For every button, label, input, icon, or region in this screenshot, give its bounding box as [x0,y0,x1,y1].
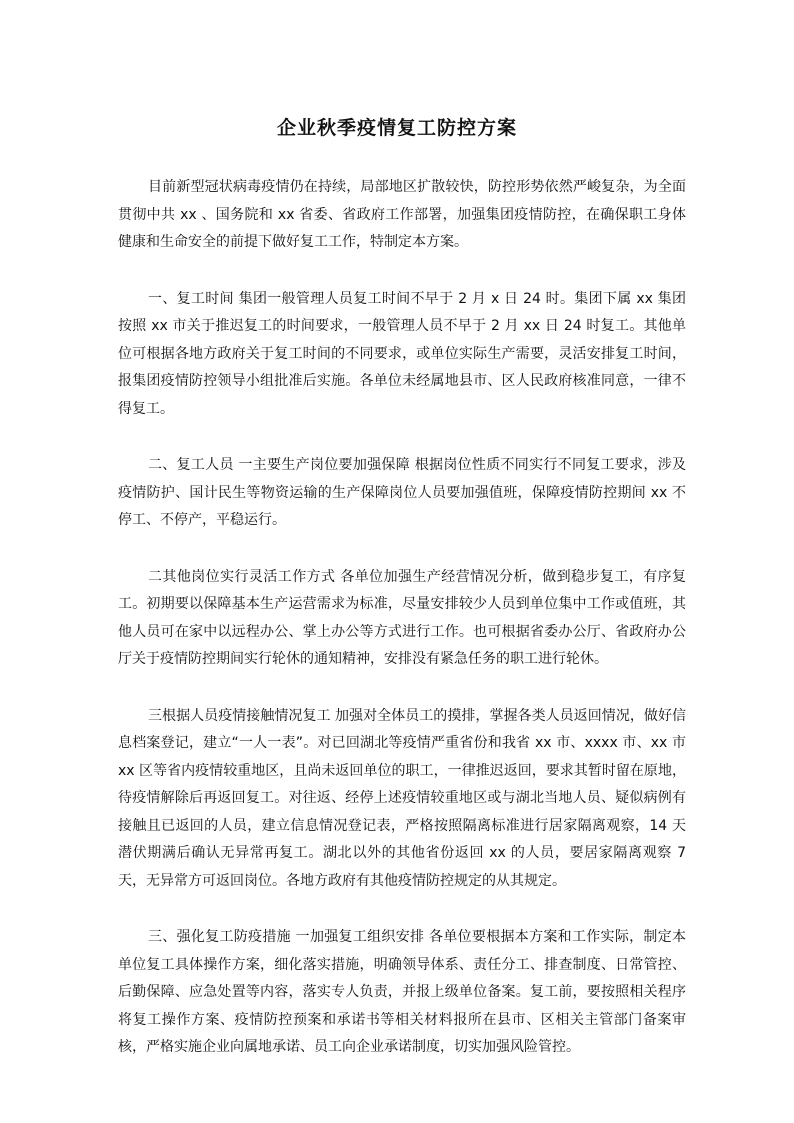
paragraph-contact-screening: 三根据人员疫情接触情况复工 加强对全体员工的摸排，掌握各类人员返回情况，做好信息档案登记，建立“一人一表”。对已回湖北等疫情严重省份和我省 xx 市、xxxx 市、xx 市 xx 区等省内疫情较重地区，且尚未返回单位的职工，一律推迟返回，要求其暂时留在原地，待疫情解除后再返回复工。对往返、经停上述疫情较重地区或与湖北当地人员、疑似病例有接触且已返回的人员，建立信息情况登记表，严格按照隔离标准进行居家隔离观察，14 天潜伏期满后确认无异常再复工。湖北以外的其他省份返回 xx 的人员，要居家隔离观察 7 天，无异常方可返回岗位。各地方政府有其他疫情防控规定的从其规定。 [118,707,686,889]
paragraph-return-personnel: 二、复工人员 一主要生产岗位要加强保障 根据岗位性质不同实行不同复工要求，涉及疫情防护、国计民生等物资运输的生产保障岗位人员要加强值班，保障疫情防控期间 xx 不停工、不停产，平稳运行。 [118,457,686,528]
paragraph-flexible-work: 二其他岗位实行灵活工作方式 各单位加强生产经营情况分析，做到稳步复工，有序复工。初期要以保障基本生产运营需求为标准，尽量安排较少人员到单位集中工作或值班，其他人员可在家中以远程办公、掌上办公等方式进行工作。也可根据省委办公厅、省政府办公厅关于疫情防控期间实行轮休的通知精神，安排没有紧急任务的职工进行轮休。 [118,568,686,667]
paragraph-prevention-measures: 三、强化复工防疫措施 一加强复工组织安排 各单位要根据本方案和工作实际，制定本单位复工具体操作方案，细化落实措施，明确领导体系、责任分工、排查制度、日常管控、后勤保障、应急处置等内容，落实专人负责，并报上级单位备案。复工前，要按照相关程序将复工操作方案、疫情防控预案和承诺书等相关材料报所在县市、区相关主管部门备案审核，严格实施企业向属地承诺、员工向企业承诺制度，切实加强风险管控。 [118,929,686,1055]
paragraph-return-time: 一、复工时间 集团一般管理人员复工时间不早于 2 月 x 日 24 时。集团下属 xx 集团按照 xx 市关于推迟复工的时间要求，一般管理人员不早于 2 月 xx 日 24 时复工。其他单位可根据各地方政府关于复工时间的不同要求，或单位实际生产需要，灵活安排复工时间，报集团疫情防控领导小组批准后实施。各单位未经属地县市、区人民政府核准同意，一律不得复工。 [118,290,686,417]
document-body [118,174,686,1091]
document-title: 企业秋季疫情复工防控方案 [276,117,517,139]
paragraph-intro: 目前新型冠状病毒疫情仍在持续，局部地区扩散较快，防控形势依然严峻复杂，为全面贯彻中共 xx 、国务院和 xx 省委、省政府工作部署，加强集团疫情防控，在确保职工身体健康和生命安全的前提下做好复工工作，特制定本方案。 [118,179,686,250]
